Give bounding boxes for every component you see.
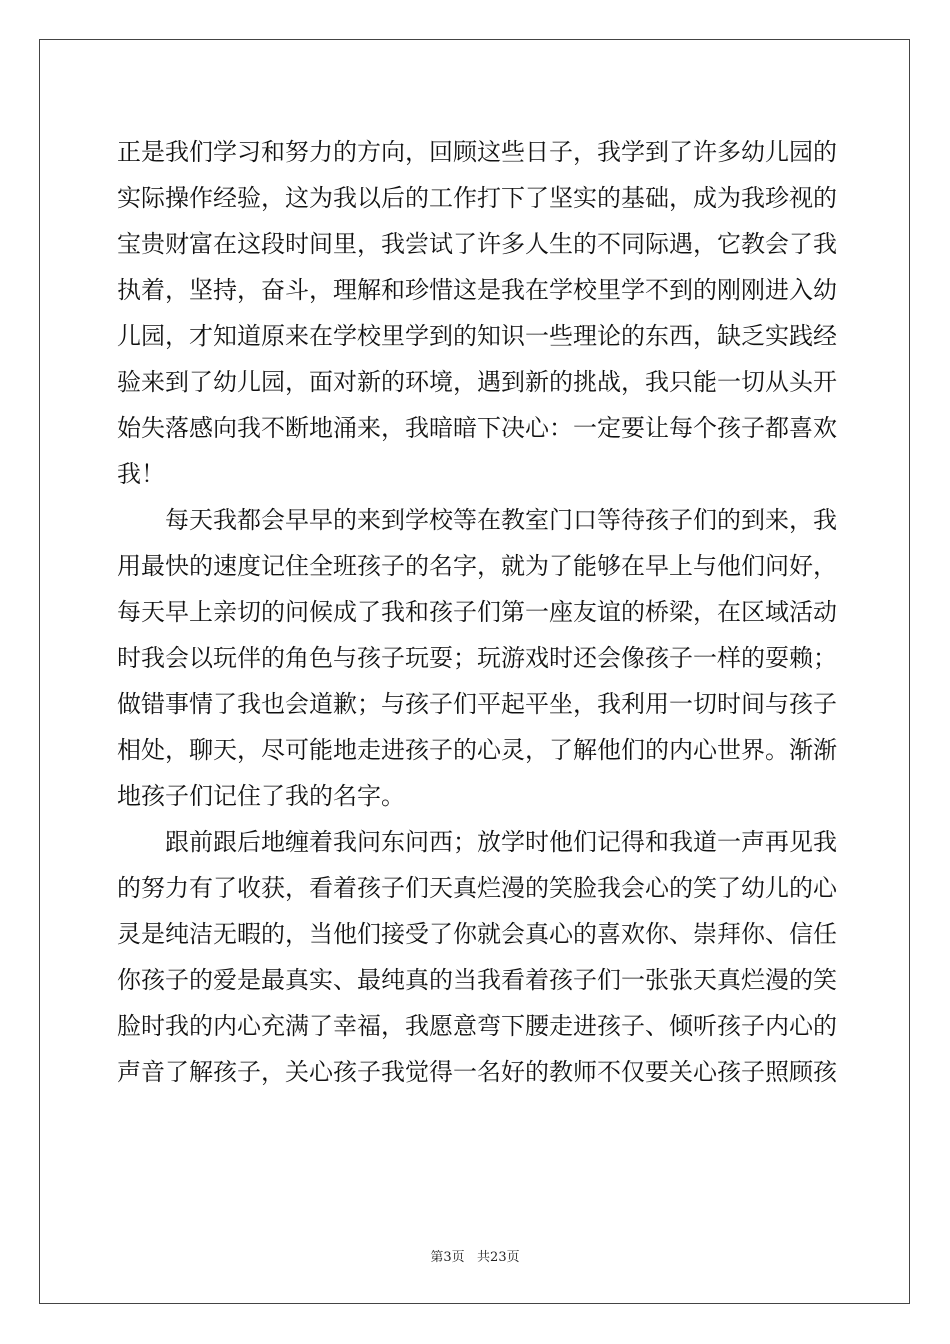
- paragraph-3-line-2: 的努力有了收获，看着孩子们天真烂漫的笑脸我会心的笑了幼儿的心: [117, 874, 837, 902]
- paragraph-1-line-6: 验来到了幼儿园，面对新的环境，遇到新的挑战，我只能一切从头开: [117, 368, 837, 396]
- page-number-footer: 第3页 共23页: [430, 1250, 520, 1265]
- paragraph-3-line-4: 你孩子的爱是最真实、最纯真的当我看着孩子们一张张天真烂漫的笑: [117, 966, 837, 994]
- paragraph-2-line-2: 用最快的速度记住全班孩子的名字，就为了能够在早上与他们问好，: [117, 552, 837, 580]
- paragraph-1-line-3: 宝贵财富在这段时间里，我尝试了许多人生的不同际遇，它教会了我: [117, 230, 837, 258]
- paragraph-2-line-3: 每天早上亲切的问候成了我和孩子们第一座友谊的桥梁，在区域活动: [117, 598, 837, 626]
- paragraph-1-line-2: 实际操作经验，这为我以后的工作打下了坚实的基础，成为我珍视的: [117, 184, 837, 212]
- paragraph-2-line-7: 地孩子们记住了我的名字。: [117, 782, 405, 810]
- paragraph-1-line-7: 始失落感向我不断地涌来，我暗暗下决心：一定要让每个孩子都喜欢: [117, 414, 837, 442]
- paragraph-1-line-5: 儿园，才知道原来在学校里学到的知识一些理论的东西，缺乏实践经: [117, 322, 837, 350]
- paragraph-1-line-8: 我！: [117, 460, 165, 488]
- paragraph-3-line-1: 跟前跟后地缠着我问东问西；放学时他们记得和我道一声再见我: [165, 828, 837, 856]
- paragraph-3-line-3: 灵是纯洁无暇的，当他们接受了你就会真心的喜欢你、崇拜你、信任: [117, 920, 837, 948]
- paragraph-2-line-4: 时我会以玩伴的角色与孩子玩耍；玩游戏时还会像孩子一样的耍赖；: [117, 644, 837, 672]
- paragraph-2-line-1: 每天我都会早早的来到学校等在教室门口等待孩子们的到来，我: [165, 506, 837, 534]
- paragraph-2-line-6: 相处，聊天，尽可能地走进孩子的心灵，了解他们的内心世界。渐渐: [117, 736, 837, 764]
- paragraph-3-line-6: 声音了解孩子，关心孩子我觉得一名好的教师不仅要关心孩子照顾孩: [117, 1058, 837, 1086]
- document-body: [117, 129, 837, 1095]
- paragraph-3-line-5: 脸时我的内心充满了幸福，我愿意弯下腰走进孩子、倾听孩子内心的: [117, 1012, 837, 1040]
- paragraph-2-line-5: 做错事情了我也会道歉；与孩子们平起平坐，我利用一切时间与孩子: [117, 690, 837, 718]
- paragraph-1-line-1: 正是我们学习和努力的方向，回顾这些日子，我学到了许多幼儿园的: [117, 138, 837, 166]
- paragraph-1-line-4: 执着，坚持，奋斗，理解和珍惜这是我在学校里学不到的刚刚进入幼: [117, 276, 837, 304]
